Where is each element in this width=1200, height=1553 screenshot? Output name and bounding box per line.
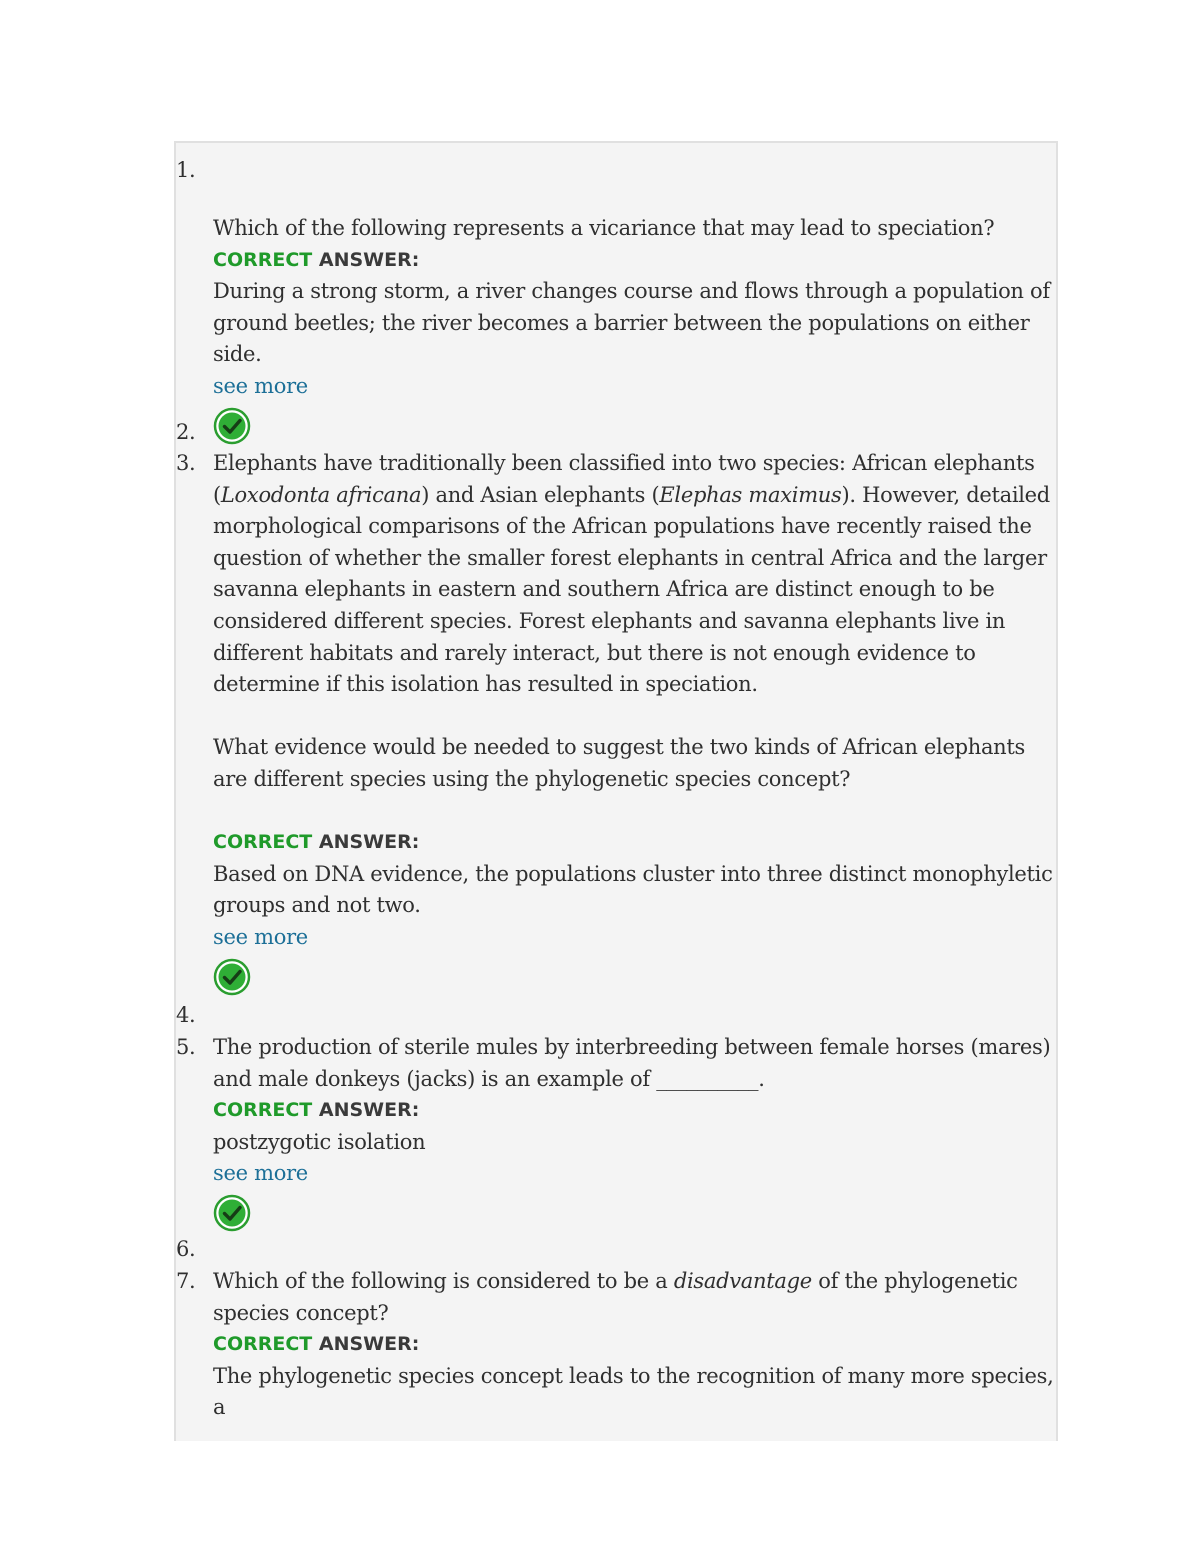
correct-answer-label: CORRECT ANSWER: <box>213 248 420 271</box>
item-number: 6. <box>176 1237 196 1261</box>
see-more-link[interactable]: see more <box>213 373 308 398</box>
answer-text: The phylogenetic species concept leads to the recognition of many more species, a <box>213 1363 1054 1420</box>
quiz-results-panel <box>174 141 1058 1441</box>
question-text: Which of the following is considered to be a disadvantage of the phylogenetic species concept? <box>213 1269 1018 1325</box>
question-text: The production of sterile mules by interbreeding between female horses (mares) and male donkeys (jacks) is an example of __________. <box>213 1035 1051 1091</box>
item-number: 4. <box>176 1003 196 1027</box>
question-text: Which of the following represents a vicariance that may lead to speciation? <box>213 216 995 240</box>
see-more-link[interactable]: see more <box>213 1161 308 1186</box>
checkmark-icon <box>213 958 251 996</box>
see-more-link[interactable]: see more <box>213 924 308 949</box>
item-number: 2. <box>176 420 196 444</box>
passage-text: Elephants have traditionally been classified into two species: African elephants (Loxodonta africana) and Asian elephants (Elephas maximus). However, detailed morphological comparisons of the African populations have recently raised the question of whether the smaller forest elephants in central Africa and the larger savanna elephants in eastern and southern Africa are distinct enough to be considered different species. Forest elephants and savanna elephants live in different habitats and rarely interact, but there is not enough evidence to determine if this isolation has resulted in speciation. <box>213 451 1050 697</box>
checkmark-icon <box>213 1194 251 1232</box>
question-text: What evidence would be needed to suggest the two kinds of African elephants are different species using the phylogenetic species concept? <box>213 735 1026 791</box>
correct-answer-label: CORRECT ANSWER: <box>213 831 420 854</box>
item-number: 3. <box>176 451 196 475</box>
item-number: 7. <box>176 1269 196 1293</box>
answer-text: Based on DNA evidence, the populations cluster into three distinct monophyletic groups and not two. <box>213 861 1053 918</box>
correct-answer-label: CORRECT ANSWER: <box>213 1333 420 1356</box>
answer-text: During a strong storm, a river changes course and flows through a population of ground beetles; the river becomes a barrier between the populations on either side. <box>213 279 1050 367</box>
checkmark-icon <box>213 407 251 445</box>
correct-answer-label: CORRECT ANSWER: <box>213 1099 420 1122</box>
item-number: 5. <box>176 1035 196 1059</box>
answer-text: postzygotic isolation <box>213 1129 426 1154</box>
item-number: 1. <box>176 158 196 182</box>
